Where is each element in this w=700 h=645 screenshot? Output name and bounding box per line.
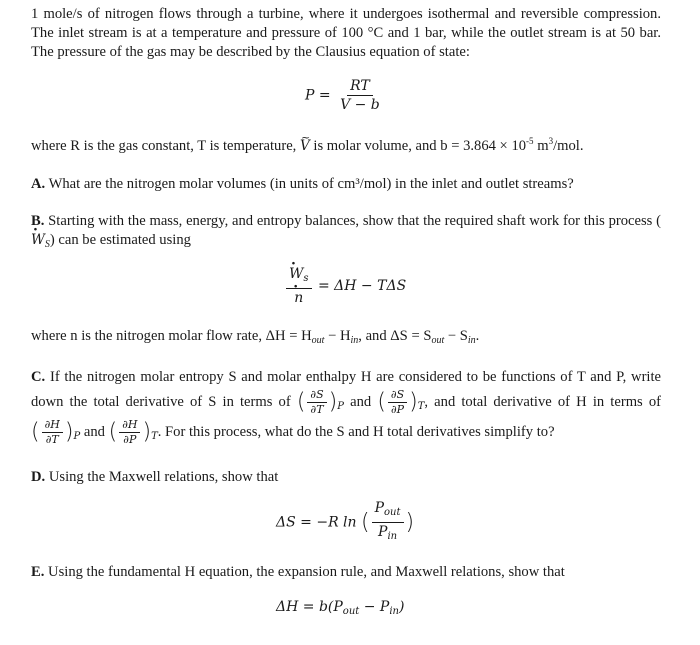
part-b-text-a: Starting with the mass, energy, and entropy balances, show that the required shaft work for this process ( — [48, 213, 661, 229]
part-c-line1: If the nitrogen molar entropy S and molar enthalpy H are considered to be functions of T and — [49, 369, 612, 385]
d1-den: ∂T — [310, 403, 324, 416]
d1-num: ∂S — [307, 389, 326, 403]
eq2-w: W · — [289, 266, 303, 282]
derivative-dh-dp: ( $\frac{\partial H}{\partial P}$ )$_T$ — [108, 418, 158, 446]
part-e-label: E. — [31, 564, 45, 580]
where1-exponent: -5 — [526, 136, 534, 147]
eq4-lhs: ΔH = b(P — [276, 599, 343, 615]
where2-sub-out2: out — [431, 335, 445, 346]
eq4-sub-out: out — [342, 606, 360, 617]
entropy-equation: ΔS = −R ln ( $\frac{P_{out}}{P_{in}}$ ) — [276, 500, 414, 545]
eq1-denominator: V − b — [340, 97, 380, 113]
part-c-line3a: terms of — [610, 394, 661, 410]
eq1-numerator: RT — [347, 78, 373, 96]
d3-num: ∂H — [42, 419, 63, 433]
where1-unit: m — [537, 138, 549, 154]
part-c-and2: and — [83, 424, 105, 440]
enthalpy-equation — [276, 599, 404, 617]
where1-text-a: where R is the gas constant, T is temperature, — [31, 138, 297, 154]
d2-den: ∂P — [390, 403, 405, 416]
part-e — [31, 563, 661, 582]
d2-num: ∂S — [388, 389, 407, 403]
part-c-line2b: , and total derivative of H in — [424, 394, 605, 410]
part-a — [31, 175, 661, 194]
part-b — [31, 212, 661, 254]
eq3-lhs: ΔS = −R ln — [276, 514, 357, 531]
part-c-and: and — [350, 394, 372, 410]
where-paragraph-1 — [31, 137, 661, 156]
eq4-end: ) — [398, 599, 405, 615]
eq4-sub-in: in — [389, 606, 399, 617]
where2-mid2: − S — [447, 328, 468, 344]
where2-end: . — [475, 328, 480, 344]
eq1-lhs: P = — [305, 87, 331, 104]
d4-den: ∂P — [123, 433, 137, 446]
eq3-p-out-sub: out — [384, 507, 401, 518]
part-c-line3b: . For this process, what do the S and H total derivatives simplify to? — [157, 424, 555, 440]
part-d-text: Using the Maxwell relations, show that — [48, 469, 279, 485]
part-b-label: B. — [31, 213, 45, 229]
part-c-line2a: P, write down the total derivative of S in terms of — [31, 369, 662, 410]
part-a-text: What are the nitrogen molar volumes (in units of cm³/mol) in the inlet and outlet streams? — [48, 176, 574, 192]
d3-den: ∂T — [45, 433, 59, 446]
d1-sub: P — [337, 401, 344, 412]
where-paragraph-2 — [31, 327, 661, 350]
eq3-p-in-sub: in — [387, 531, 398, 542]
where2-sub-out: out — [311, 335, 325, 346]
where2-text2: , and ΔS = S — [358, 328, 432, 344]
eq3-fraction — [372, 500, 404, 545]
part-b-text-b: ) can be estimated using — [49, 232, 191, 248]
intro-text: 1 mole/s of nitrogen flows through a turbine, where it undergoes isothermal and reversible compression. The inlet stream is at a temperature and pressure of 100 °C and 1 bar, while the outlet stream is at 50 bar. The pressure of the gas may be described by the Clausius equation of state: — [31, 6, 661, 60]
derivative-ds-dp: ( $\frac{\partial S}{\partial P}$ )$_T$ — [377, 388, 425, 416]
d4-num: ∂H — [119, 419, 140, 433]
eq3-numerator — [372, 500, 404, 523]
eq3-denominator — [375, 523, 400, 545]
where2-sub-in: in — [350, 335, 359, 346]
derivative-dh-dt: ( $\frac{\partial H}{\partial T}$ )$_P$ — [31, 418, 81, 446]
eq2-rhs: = ΔH − TΔS — [317, 278, 407, 294]
eq2-denominator: n · — [291, 289, 306, 306]
shaft-work-equation — [284, 266, 406, 306]
where2-mid: − H — [328, 328, 351, 344]
clausius-equation — [305, 78, 385, 113]
where2-text: where n is the nitrogen molar flow rate, ΔH = H — [31, 328, 312, 344]
eq2-fraction — [286, 266, 312, 306]
shaft-work-sub: S — [44, 239, 50, 250]
part-d-label: D. — [31, 469, 46, 485]
where1-text-b: is molar volume, and b = 3.864 × 10 — [313, 138, 527, 154]
d3-sub: P — [73, 431, 81, 442]
eq1-fraction — [337, 78, 383, 113]
molar-volume-symbol: V ~ — [300, 137, 310, 156]
where2-sub-in2: in — [467, 335, 476, 346]
part-d — [31, 468, 661, 487]
eq2-numerator — [286, 266, 312, 289]
d4-sub: T — [151, 431, 158, 442]
where1-unit-rest: /mol. — [553, 138, 584, 154]
shaft-work-symbol: W · — [31, 231, 45, 250]
eq3-p-in: P — [378, 524, 388, 540]
where1-unit-exponent: 3 — [548, 136, 554, 147]
part-e-text: Using the fundamental H equation, the expansion rule, and Maxwell relations, show that — [48, 564, 565, 580]
part-c-label: C. — [31, 369, 46, 385]
d2-sub: T — [417, 401, 425, 412]
eq2-w-sub: s — [303, 273, 309, 284]
part-c — [31, 365, 661, 449]
part-a-label: A. — [31, 176, 46, 192]
eq3-p-out: P — [374, 500, 385, 516]
derivative-ds-dt: ( $\frac{\partial S}{\partial T}$ )$_P$ — [296, 388, 344, 416]
eq4-mid: − P — [363, 599, 390, 615]
intro-paragraph — [31, 5, 661, 62]
